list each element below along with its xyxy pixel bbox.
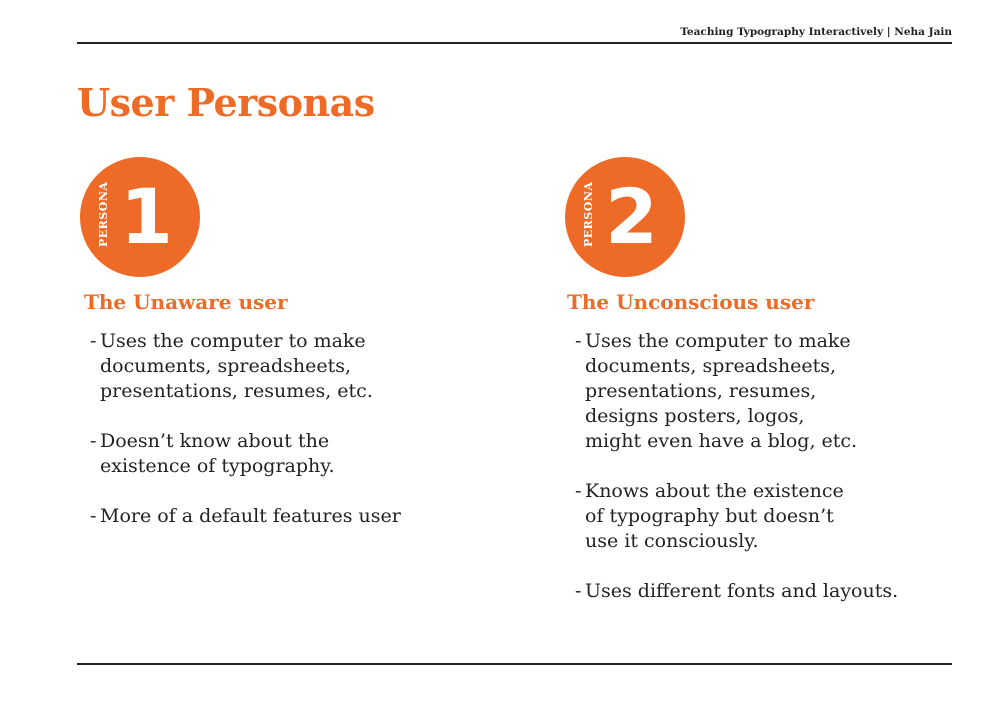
persona-title: The Unaware user bbox=[84, 290, 288, 314]
page-title: User Personas bbox=[77, 80, 375, 125]
top-divider bbox=[77, 42, 952, 44]
persona-badge-label: PERSONA bbox=[97, 181, 110, 247]
bullet-text: Uses different fonts and layouts. bbox=[585, 580, 899, 602]
bullet-dash: - bbox=[90, 330, 97, 352]
bullet-dash: - bbox=[575, 580, 582, 602]
bullet-text: Doesn’t know about the existence of typography. bbox=[100, 430, 335, 477]
bullet-item bbox=[575, 579, 955, 604]
persona-title: The Unconscious user bbox=[567, 290, 815, 314]
persona-bullet-list bbox=[90, 329, 470, 554]
bullet-item bbox=[575, 479, 955, 554]
bottom-divider bbox=[77, 663, 952, 665]
persona-card-2 bbox=[565, 157, 965, 602]
bullet-text: Uses the computer to make documents, spreadsheets, presentations, resumes, etc. bbox=[100, 330, 373, 402]
persona-badge bbox=[80, 157, 200, 277]
persona-badge bbox=[565, 157, 685, 277]
bullet-item bbox=[90, 504, 470, 529]
bullet-dash: - bbox=[575, 480, 582, 502]
bullet-dash: - bbox=[90, 505, 97, 527]
persona-card-1 bbox=[80, 157, 480, 527]
persona-badge-number: 1 bbox=[120, 172, 173, 261]
bullet-dash: - bbox=[575, 330, 582, 352]
persona-bullet-list bbox=[575, 329, 955, 629]
bullet-text: Knows about the existence of typography but doesn’t use it consciously. bbox=[585, 480, 844, 552]
bullet-item bbox=[90, 329, 470, 404]
persona-badge-number: 2 bbox=[605, 172, 658, 261]
running-header: Teaching Typography Interactively | Neha Jain bbox=[680, 26, 952, 38]
bullet-dash: - bbox=[90, 430, 97, 452]
bullet-item bbox=[575, 329, 955, 454]
bullet-item bbox=[90, 429, 470, 479]
bullet-text: Uses the computer to make documents, spreadsheets, presentations, resumes, designs posters, logos, might even have a blog, etc. bbox=[585, 330, 858, 452]
bullet-text: More of a default features user bbox=[100, 505, 401, 527]
persona-badge-label: PERSONA bbox=[582, 181, 595, 247]
